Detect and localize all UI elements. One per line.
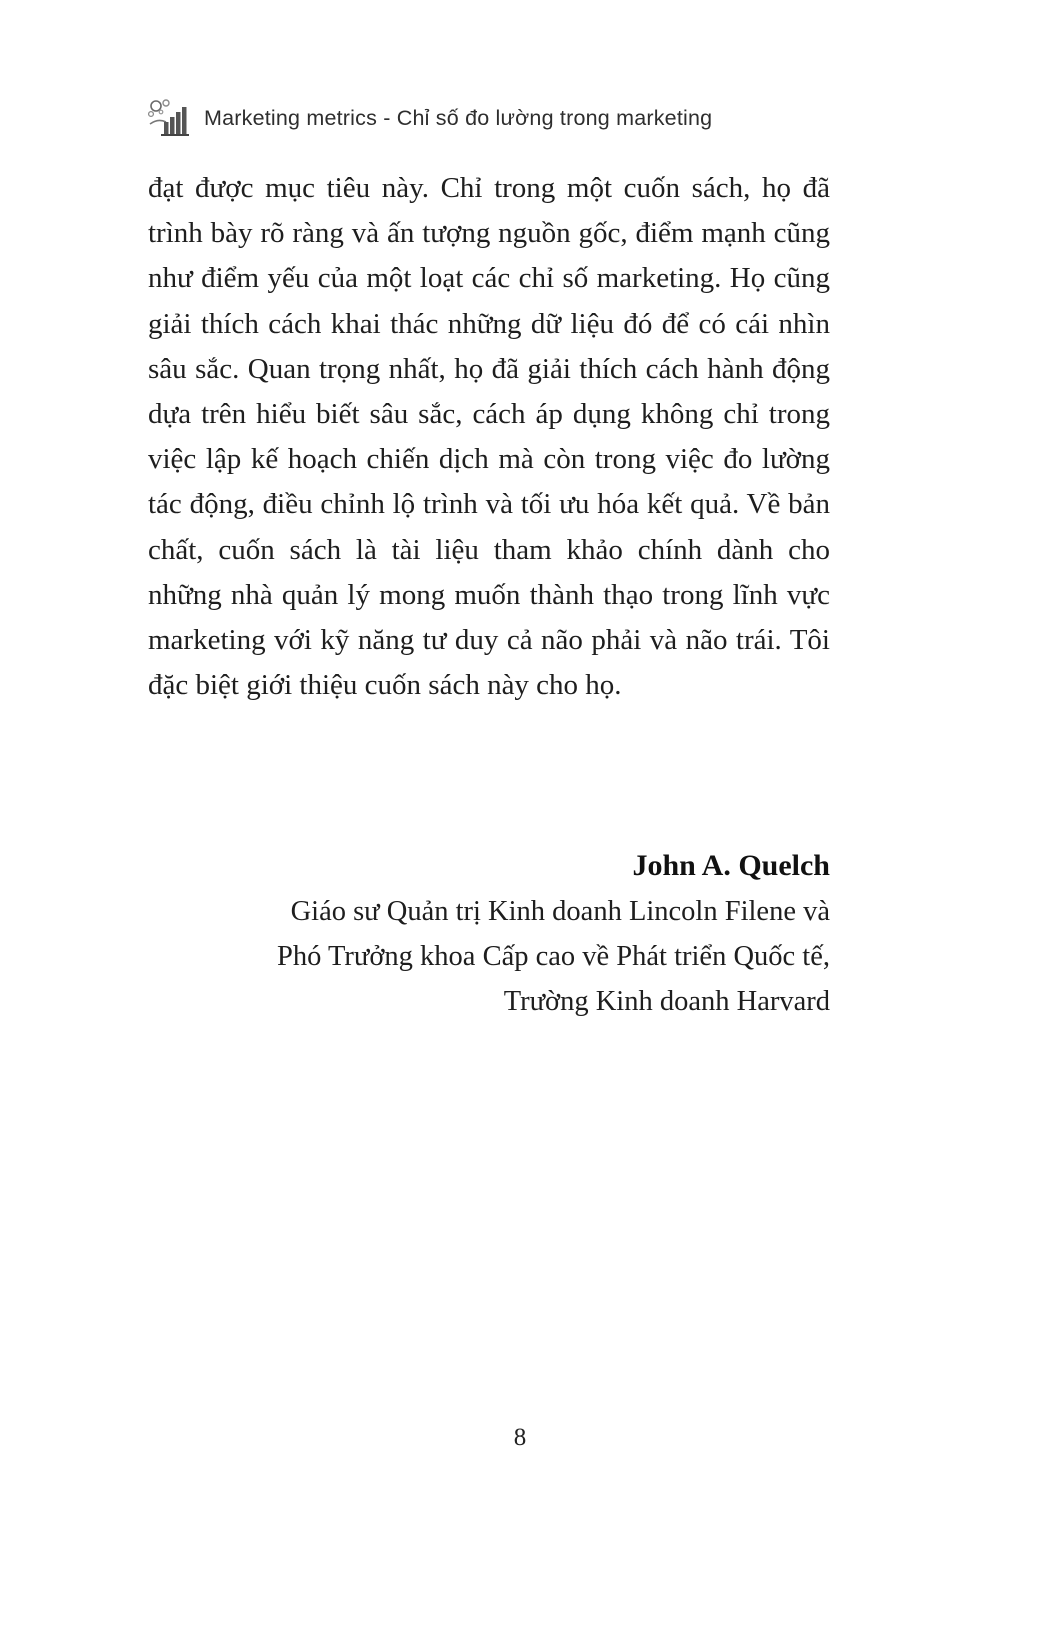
page-header — [146, 98, 846, 138]
author-title-line-2: Phó Trưởng khoa Cấp cao về Phát triển Quốc tế, — [277, 941, 830, 972]
body-paragraph: đạt được mục tiêu này. Chỉ trong một cuốn sách, họ đã trình bày rõ ràng và ấn tượng nguồn gốc, điểm mạnh cũng như điểm yếu của một loạt các chỉ số marketing. Họ cũng giải thích cách khai thác những dữ liệu đó để có cái nhìn sâu sắc. Quan trọng nhất, họ đã giải thích cách hành động dựa trên hiểu biết sâu sắc, cách áp dụng không chỉ trong việc lập kế hoạch chiến dịch mà còn trong việc đo lường tác động, điều chỉnh lộ trình và tối ưu hóa kết quả. Về bản chất, cuốn sách là tài liệu tham khảo chính dành cho những nhà quản lý mong muốn thành thạo trong lĩnh vực marketing với kỹ năng tư duy cả não phải và não trái. Tôi đặc biệt giới thiệu cuốn sách này cho họ. — [148, 172, 830, 702]
author-name: John A. Quelch — [632, 849, 830, 882]
running-head-title: Marketing metrics - Chỉ số đo lường trong marketing — [204, 105, 713, 130]
author-title-line-3: Trường Kinh doanh Harvard — [503, 986, 830, 1017]
page-number: 8 — [513, 1424, 527, 1451]
signature-block — [148, 843, 830, 1024]
author-title-line-1: Giáo sư Quản trị Kinh doanh Lincoln Filene và — [290, 896, 830, 927]
bubbles-bar-chart-icon — [146, 98, 190, 138]
